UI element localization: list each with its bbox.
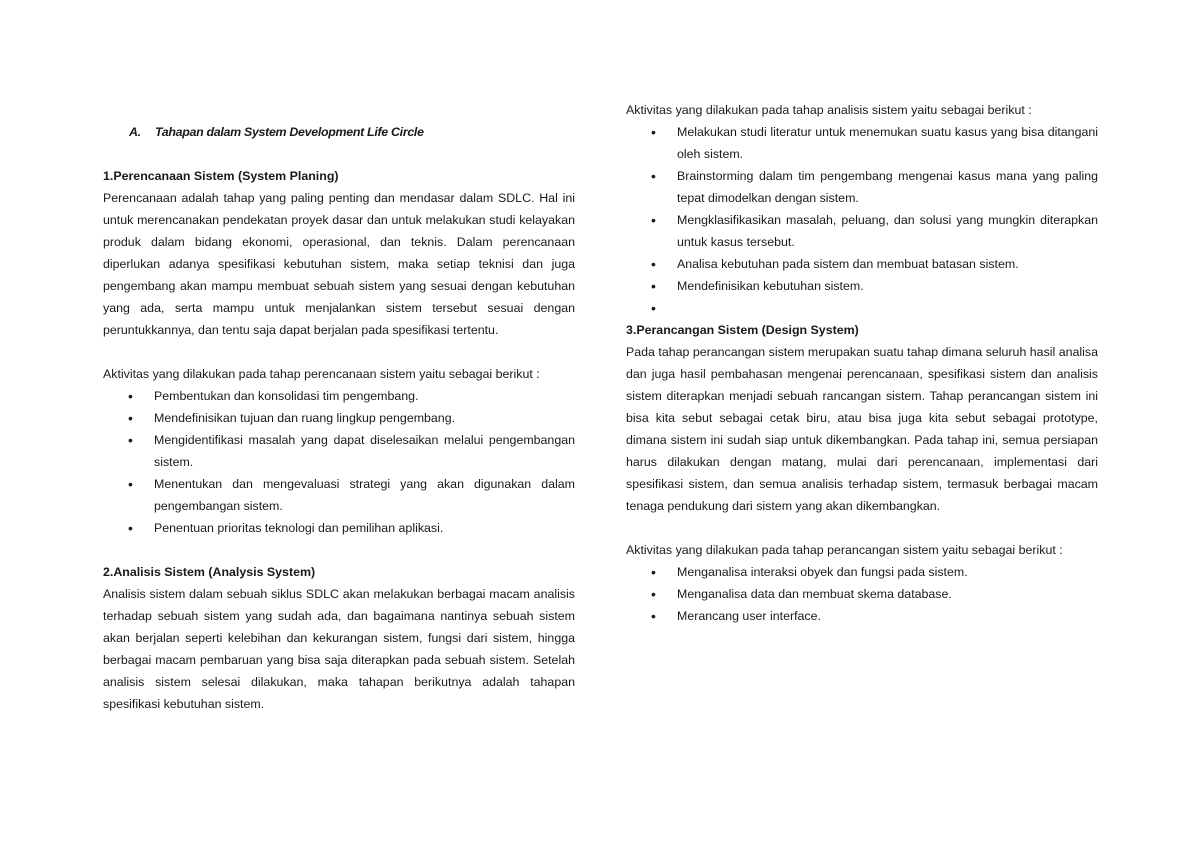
- list-item: • Melakukan studi literatur untuk menemukan suatu kasus yang bisa ditangani oleh sistem.: [626, 121, 1098, 165]
- bullet-icon: •: [128, 432, 133, 448]
- bullet-icon: •: [651, 300, 656, 316]
- list-item: • Mendefinisikan kebutuhan sistem.: [626, 275, 1098, 297]
- main-heading: [103, 121, 575, 143]
- section2-title: 2.Analisis Sistem (Analysis System): [103, 565, 316, 579]
- bullet-icon: •: [128, 410, 133, 426]
- list-item: • Mengklasifikasikan masalah, peluang, dan solusi yang mungkin diterapkan untuk kasus tersebut.: [626, 209, 1098, 253]
- list-item: • Brainstorming dalam tim pengembang mengenai kasus mana yang paling tepat dimodelkan dengan sistem.: [626, 165, 1098, 209]
- list-item: • Merancang user interface.: [626, 605, 1098, 627]
- bullet-icon: •: [651, 124, 656, 140]
- bullet-icon: •: [128, 476, 133, 492]
- list-item: • Mendefinisikan tujuan dan ruang lingkup pengembang.: [103, 407, 575, 429]
- list-item: [626, 297, 1098, 319]
- heading-text: Tahapan dalam System Development Life Circle: [155, 125, 424, 139]
- section1-activities-list: [103, 385, 575, 539]
- bullet-icon: •: [128, 388, 133, 404]
- list-item: • Mengidentifikasi masalah yang dapat diselesaikan melalui pengembangan sistem.: [103, 429, 575, 473]
- section3-activities-intro: Aktivitas yang dilakukan pada tahap perancangan sistem yaitu sebagai berikut :: [626, 543, 1063, 557]
- section1-title: 1.Perencanaan Sistem (System Planing): [103, 169, 339, 183]
- list-item: • Menganalisa data dan membuat skema database.: [626, 583, 1098, 605]
- list-item: • Menentukan dan mengevaluasi strategi yang akan digunakan dalam pengembangan sistem.: [103, 473, 575, 517]
- section2-activities-intro: Aktivitas yang dilakukan pada tahap analisis sistem yaitu sebagai berikut :: [626, 103, 1032, 117]
- heading-letter: A.: [129, 125, 141, 139]
- section3-title: 3.Perancangan Sistem (Design System): [626, 323, 859, 337]
- section2-activities-list: [626, 121, 1098, 319]
- bullet-icon: •: [651, 278, 656, 294]
- bullet-icon: •: [128, 520, 133, 536]
- bullet-icon: •: [651, 212, 656, 228]
- section3-paragraph: Pada tahap perancangan sistem merupakan suatu tahap dimana seluruh hasil analisa dan juga hasil pembahasan mengenai perencanaan, spesifikasi sistem dan analisis sistem diterapkan menjadi sebuah rancangan sistem. Tahap perancangan sistem ini bisa kita sebut sebagai cetak biru, atau bisa juga kita sebut sebagai prototype, dimana sistem ini sudah siap untuk dikembangkan. Pada tahap ini, semua persiapan harus dilakukan dengan matang, mulai dari perencanaan, implementasi dari spesifikasi sistem, dan semua analisis terhadap sistem, termasuk berbagai macam tenaga pendukung dari sistem yang akan dikembangkan.: [626, 345, 1098, 513]
- section2-paragraph: Analisis sistem dalam sebuah siklus SDLC akan melakukan berbagai macam analisis terhadap sebuah sistem yang sudah ada, dan bagaimana nantinya sebuah sistem akan berjalan seperti kelebihan dan kekurangan sistem, fungsi dari sistem, hingga berbagai macam pembaruan yang bisa saja diterapkan pada sebuah sistem. Setelah analisis sistem selesai dilakukan, maka tahapan berikutnya adalah tahapan spesifikasi kebutuhan sistem.: [103, 587, 575, 711]
- bullet-icon: •: [651, 168, 656, 184]
- section1-activities-intro: Aktivitas yang dilakukan pada tahap perencanaan sistem yaitu sebagai berikut :: [103, 367, 540, 381]
- bullet-icon: •: [651, 608, 656, 624]
- list-item: • Analisa kebutuhan pada sistem dan membuat batasan sistem.: [626, 253, 1098, 275]
- section1-paragraph: Perencanaan adalah tahap yang paling penting dan mendasar dalam SDLC. Hal ini untuk merencanakan pendekatan proyek dasar dan untuk melakukan studi kelayakan produk dalam bidang ekonomi, operasional, dan teknis. Dalam perencanaan diperlukan adanya spesifikasi kebutuhan sistem, maka setiap teknisi dan juga pengembang akan mampu membuat sebuah sistem yang sesuai dengan kebutuhan yang ada, serta mampu untuk menjalankan sistem tersebut sesuai dengan peruntukkannya, dan tentu saja dapat berjalan pada spesifikasi tertentu.: [103, 191, 575, 337]
- bullet-icon: •: [651, 586, 656, 602]
- list-item: • Pembentukan dan konsolidasi tim pengembang.: [103, 385, 575, 407]
- bullet-icon: •: [651, 256, 656, 272]
- bullet-icon: •: [651, 564, 656, 580]
- section3-activities-list: [626, 561, 1098, 627]
- left-column: [103, 121, 575, 715]
- right-column: [626, 99, 1098, 627]
- list-item: • Menganalisa interaksi obyek dan fungsi pada sistem.: [626, 561, 1098, 583]
- list-item: • Penentuan prioritas teknologi dan pemilihan aplikasi.: [103, 517, 575, 539]
